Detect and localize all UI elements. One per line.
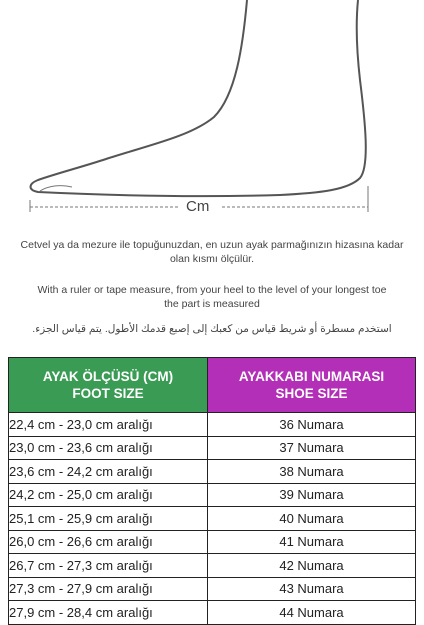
table-row (9, 577, 416, 601)
foot-range-cell: 26,7 cm - 27,3 cm aralığı (9, 554, 208, 578)
foot-range-cell: 25,1 cm - 25,9 cm aralığı (9, 507, 208, 531)
instruction-arabic: استخدم مسطرة أو شريط قياس من كعبك إلى إصبع قدمك الأطول. يتم قياس الجزء. (32, 323, 392, 335)
toe-detail (40, 186, 72, 191)
foot-range-cell: 27,9 cm - 28,4 cm aralığı (9, 601, 208, 625)
table-row (9, 601, 416, 625)
shoe-size-cell: 41 Numara (208, 530, 416, 554)
header-shoe-size-tr: AYAKKABI NUMARASI (238, 369, 385, 384)
shoe-size-cell: 38 Numara (208, 460, 416, 484)
foot-outline-illustration (0, 0, 424, 225)
shoe-size-cell: 36 Numara (208, 413, 416, 437)
foot-range-cell: 23,0 cm - 23,6 cm aralığı (9, 436, 208, 460)
foot-range-cell: 22,4 cm - 23,0 cm aralığı (9, 413, 208, 437)
foot-outline (31, 0, 366, 196)
table-row (9, 483, 416, 507)
foot-range-cell: 27,3 cm - 27,9 cm aralığı (9, 577, 208, 601)
foot-range-cell: 26,0 cm - 26,6 cm aralığı (9, 530, 208, 554)
instruction-turkish-line-2: olan kısmı ölçülür. (169, 253, 255, 265)
instruction-turkish-line-1: Cetvel ya da mezure ile topuğunuzdan, en uzun ayak parmağınızın hizasına kadar (20, 239, 404, 251)
shoe-size-cell: 37 Numara (208, 436, 416, 460)
table-row (9, 436, 416, 460)
shoe-size-cell: 44 Numara (208, 601, 416, 625)
instruction-english-line-1: With a ruler or tape measure, from your heel to the level of your longest toe (37, 284, 387, 296)
foot-range-cell: 23,6 cm - 24,2 cm aralığı (9, 460, 208, 484)
table-row (9, 507, 416, 531)
table-header-row (9, 358, 416, 413)
instruction-english-line-2: the part is measured (164, 298, 260, 310)
measure-label: Cm (186, 198, 210, 215)
header-foot-size-en: FOOT SIZE (72, 386, 144, 401)
shoe-size-cell: 39 Numara (208, 483, 416, 507)
table-row (9, 413, 416, 437)
size-chart-table (8, 357, 416, 625)
header-shoe-size (208, 358, 416, 413)
table-row (9, 554, 416, 578)
table-row (9, 530, 416, 554)
shoe-size-cell: 43 Numara (208, 577, 416, 601)
header-foot-size (9, 358, 208, 413)
foot-range-cell: 24,2 cm - 25,0 cm aralığı (9, 483, 208, 507)
header-foot-size-tr: AYAK ÖLÇÜSÜ (CM) (42, 369, 174, 384)
shoe-size-cell: 42 Numara (208, 554, 416, 578)
header-shoe-size-en: SHOE SIZE (275, 386, 348, 401)
table-row (9, 460, 416, 484)
instruction-english (0, 283, 424, 311)
instruction-turkish (0, 238, 424, 266)
shoe-size-cell: 40 Numara (208, 507, 416, 531)
